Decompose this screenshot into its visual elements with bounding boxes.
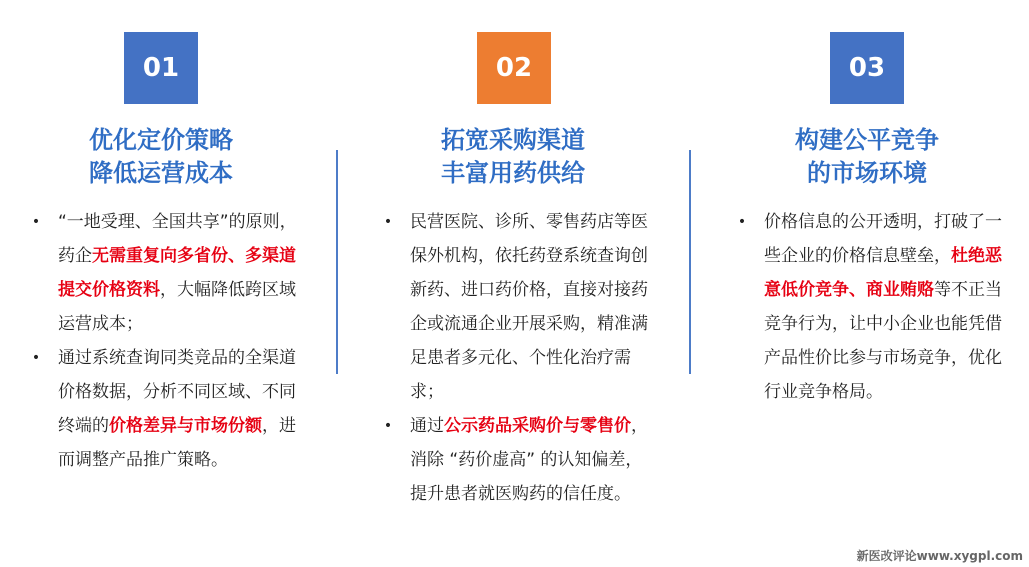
step-number: 01	[142, 53, 180, 83]
text-segment: ，进而调整产品推广策略。	[58, 416, 296, 470]
title-line-2: 丰富用药供给	[441, 159, 585, 187]
column-divider	[336, 150, 338, 374]
title-line-2: 降低运营成本	[89, 159, 233, 187]
column-title	[762, 124, 972, 190]
step-number-badge	[830, 32, 904, 104]
bullet-dot: •	[31, 350, 41, 366]
column-divider	[689, 150, 691, 374]
text-segment: “一地受理、全国共享”的原则，药企	[58, 212, 297, 266]
step-number: 03	[848, 53, 886, 83]
bullet-list	[383, 205, 650, 511]
bullet-dot: •	[31, 214, 41, 230]
list-item	[383, 205, 650, 409]
title-line-1: 优化定价策略	[89, 126, 233, 154]
text-segment: 通过系统查询同类竞品的全渠道价格数据，分析不同区域、不同终端的	[58, 348, 296, 436]
bullet-dot: •	[737, 214, 747, 230]
text-segment: 价格信息的公开透明，打破了一些企业的价格信息壁垒，	[764, 212, 1002, 266]
watermark-text: 新医改评论www.xygpl.com	[856, 549, 1023, 563]
step-number-badge	[477, 32, 551, 104]
step-number-badge	[124, 32, 198, 104]
text-segment: 通过	[410, 416, 444, 436]
step-number: 02	[495, 53, 533, 83]
highlight-segment: 价格差异与市场份额	[109, 416, 262, 436]
bullet-list	[737, 205, 1004, 409]
bullet-list	[31, 205, 298, 477]
list-item	[737, 205, 1004, 409]
highlight-segment: 公示药品采购价与零售价	[444, 416, 631, 436]
title-line-1: 拓宽采购渠道	[441, 126, 585, 154]
list-item	[383, 409, 650, 511]
text-segment: ，大幅降低跨区域运营成本；	[58, 280, 296, 334]
text-segment: ，消除 “药价虚高” 的认知偏差，提升患者就医购药的信任度。	[410, 416, 648, 504]
list-item	[31, 205, 298, 341]
bullet-dot: •	[383, 214, 393, 230]
text-segment: 民营医院、诊所、零售药店等医保外机构，依托药登系统查询创新药、进口药价格，直接对接药企或流通企业开展采购，精准满足患者多元化、个性化治疗需求；	[410, 212, 648, 402]
text-segment: 等不正当竞争行为，让中小企业也能凭借产品性价比参与市场竞争，优化行业竞争格局。	[764, 280, 1002, 402]
highlight-segment: 无需重复向多省份、多渠道提交价格资料	[58, 246, 296, 300]
title-line-2: 的市场环境	[807, 159, 927, 187]
list-item	[31, 341, 298, 477]
bullet-dot: •	[383, 418, 393, 434]
column-title	[410, 124, 616, 190]
title-line-1: 构建公平竞争	[795, 126, 939, 154]
highlight-segment: 杜绝恶意低价竞争、商业贿赂	[764, 246, 1002, 300]
column-title	[58, 124, 264, 190]
